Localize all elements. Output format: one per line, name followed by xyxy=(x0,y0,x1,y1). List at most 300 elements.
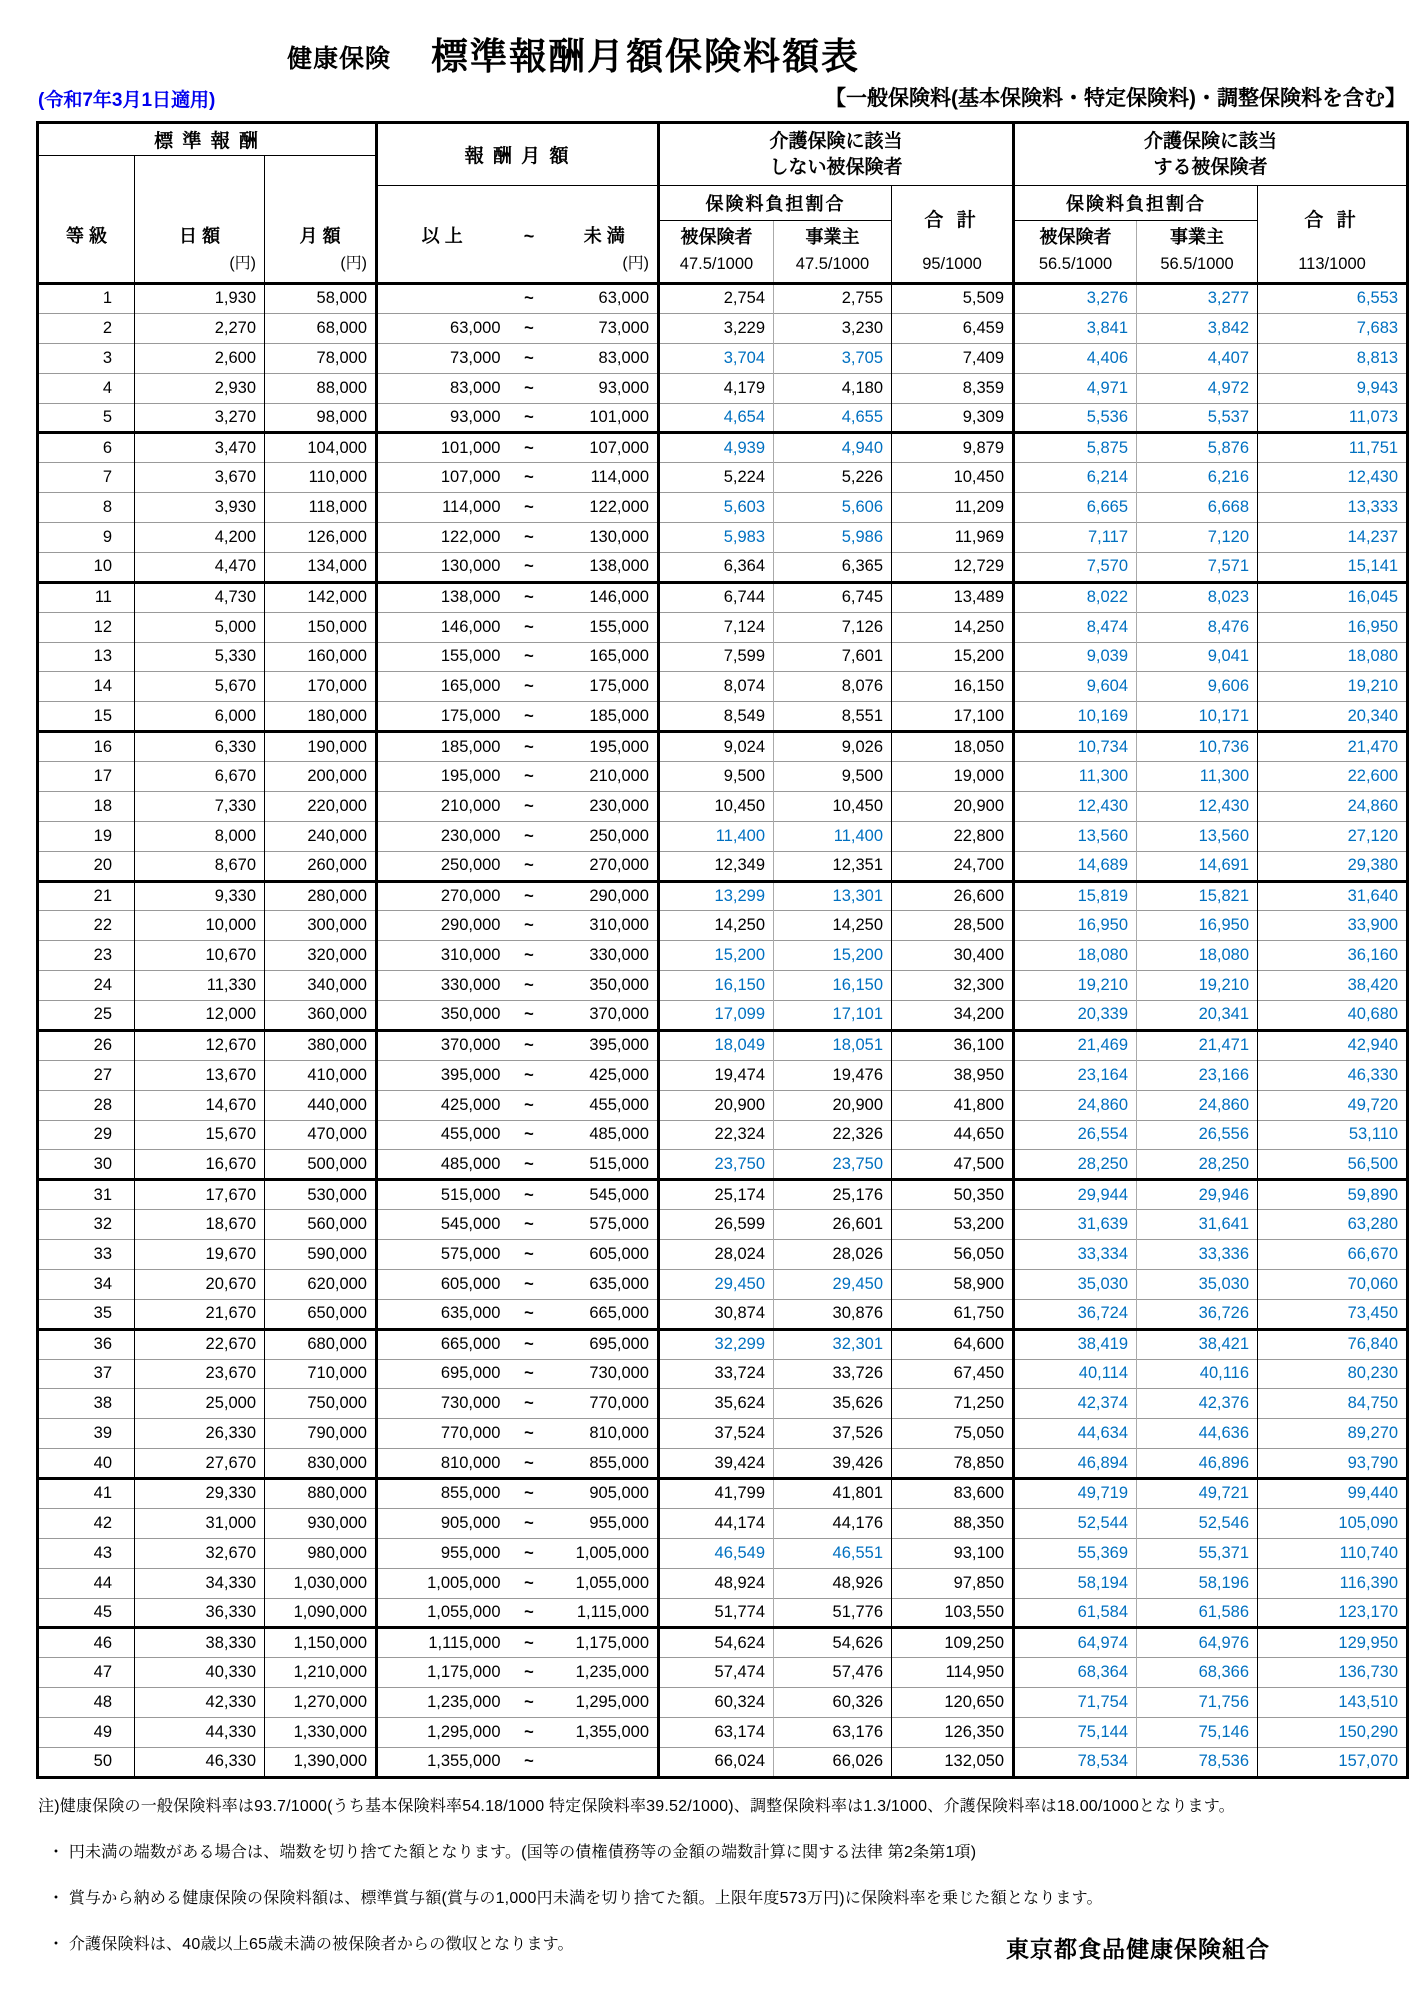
cell: 12,349 xyxy=(659,851,774,881)
cell: 68,364 xyxy=(1014,1658,1137,1688)
cell: 545,000 xyxy=(552,1180,659,1210)
cell: 20,900 xyxy=(892,791,1014,821)
cell: 6,364 xyxy=(659,552,774,582)
pre-title: 健康保険 xyxy=(287,45,392,73)
cell: 19,474 xyxy=(659,1060,774,1090)
cell: 150,290 xyxy=(1258,1718,1408,1748)
cell: 138,000 xyxy=(377,582,507,612)
cell: 97,850 xyxy=(892,1568,1014,1598)
cell: 185,000 xyxy=(552,702,659,732)
cell: 41,801 xyxy=(774,1479,892,1509)
cell: 370,000 xyxy=(552,1001,659,1031)
cell: 33,726 xyxy=(774,1359,892,1389)
cell: 7,409 xyxy=(892,343,1014,373)
cell: 116,390 xyxy=(1258,1568,1408,1598)
cell: 41,799 xyxy=(659,1479,774,1509)
tilde-cell: ~ xyxy=(507,791,552,821)
cell: 48,924 xyxy=(659,1568,774,1598)
cell: 665,000 xyxy=(552,1299,659,1329)
cell: 78,850 xyxy=(892,1449,1014,1479)
premium-table-header xyxy=(38,123,1408,284)
cell: 107,000 xyxy=(552,433,659,463)
cell: 101,000 xyxy=(552,403,659,433)
cell: 52,544 xyxy=(1014,1508,1137,1538)
cell: 165,000 xyxy=(552,642,659,672)
cell: 12,351 xyxy=(774,851,892,881)
cell: 810,000 xyxy=(552,1419,659,1449)
cell: 24,860 xyxy=(1137,1090,1258,1120)
tilde-cell: ~ xyxy=(507,1210,552,1240)
cell: 44,176 xyxy=(774,1508,892,1538)
tilde-cell: ~ xyxy=(507,1299,552,1329)
cell: 24 xyxy=(38,971,135,1001)
cell: 905,000 xyxy=(377,1508,507,1538)
table-row xyxy=(38,881,1408,911)
cell: 11,400 xyxy=(659,821,774,851)
cell: 5,224 xyxy=(659,463,774,493)
cell: 1,175,000 xyxy=(377,1658,507,1688)
cell: 24,700 xyxy=(892,851,1014,881)
cell: 21,470 xyxy=(1258,732,1408,762)
table-row xyxy=(38,373,1408,403)
cell: 11,209 xyxy=(892,493,1014,523)
cell: 15,200 xyxy=(774,941,892,971)
cell: 110,000 xyxy=(265,463,377,493)
table-row xyxy=(38,1598,1408,1628)
cell: 40 xyxy=(38,1449,135,1479)
cell: 320,000 xyxy=(265,941,377,971)
cell: 195,000 xyxy=(377,762,507,792)
cell: 24,860 xyxy=(1258,791,1408,821)
cell: 83,600 xyxy=(892,1479,1014,1509)
cell: 83,000 xyxy=(552,343,659,373)
cell: 2,930 xyxy=(135,373,265,403)
cell: 34,200 xyxy=(892,1001,1014,1031)
cell: 8,670 xyxy=(135,851,265,881)
cell: 11,300 xyxy=(1137,762,1258,792)
cell: 71,250 xyxy=(892,1389,1014,1419)
cell: 560,000 xyxy=(265,1210,377,1240)
cell: 29,450 xyxy=(774,1269,892,1299)
cell: 76,840 xyxy=(1258,1329,1408,1359)
table-row xyxy=(38,1150,1408,1180)
tilde-cell: ~ xyxy=(507,582,552,612)
cell: 18,080 xyxy=(1137,941,1258,971)
tilde-cell: ~ xyxy=(507,971,552,1001)
cell: 134,000 xyxy=(265,552,377,582)
cell: 790,000 xyxy=(265,1419,377,1449)
cell: 20,339 xyxy=(1014,1001,1137,1031)
cell: 67,450 xyxy=(892,1359,1014,1389)
cell: 3 xyxy=(38,343,135,373)
cell: 5,983 xyxy=(659,523,774,553)
cell: 29,944 xyxy=(1014,1180,1137,1210)
cell: 1,175,000 xyxy=(552,1628,659,1658)
cell: 9,879 xyxy=(892,433,1014,463)
table-row xyxy=(38,1747,1408,1777)
tilde-cell: ~ xyxy=(507,1180,552,1210)
cell: 11,751 xyxy=(1258,433,1408,463)
table-row xyxy=(38,851,1408,881)
tilde-cell: ~ xyxy=(507,762,552,792)
table-row xyxy=(38,1001,1408,1031)
cell: 66,024 xyxy=(659,1747,774,1777)
cell: 14 xyxy=(38,672,135,702)
cell: 9,330 xyxy=(135,881,265,911)
cell: 29,330 xyxy=(135,1479,265,1509)
header-monthly-remuneration: 報 酬 月 額 xyxy=(377,123,659,186)
cell: 9,024 xyxy=(659,732,774,762)
cell: 5,536 xyxy=(1014,403,1137,433)
table-row xyxy=(38,433,1408,463)
tilde-cell: ~ xyxy=(507,672,552,702)
cell: 16,950 xyxy=(1258,612,1408,642)
cell: 31 xyxy=(38,1180,135,1210)
table-row xyxy=(38,1449,1408,1479)
cell: 48 xyxy=(38,1688,135,1718)
cell: 98,000 xyxy=(265,403,377,433)
cell: 8,359 xyxy=(892,373,1014,403)
cell: 53,200 xyxy=(892,1210,1014,1240)
cell: 61,584 xyxy=(1014,1598,1137,1628)
cell: 13,301 xyxy=(774,881,892,911)
cell: 142,000 xyxy=(265,582,377,612)
cell: 64,600 xyxy=(892,1329,1014,1359)
tilde-cell: ~ xyxy=(507,463,552,493)
cell: 14,250 xyxy=(892,612,1014,642)
tilde-cell: ~ xyxy=(507,1479,552,1509)
cell: 10,171 xyxy=(1137,702,1258,732)
cell: 45 xyxy=(38,1598,135,1628)
table-row xyxy=(38,612,1408,642)
cell: 46,551 xyxy=(774,1538,892,1568)
cell: 3,270 xyxy=(135,403,265,433)
cell: 18,080 xyxy=(1014,941,1137,971)
subtitle: 【一般保険料(基本保険料・特定保険料)・調整保険料を含む】 xyxy=(825,87,1406,110)
cell: 26,554 xyxy=(1014,1120,1137,1150)
cell: 7,570 xyxy=(1014,552,1137,582)
cell: 1,005,000 xyxy=(377,1568,507,1598)
cell: 955,000 xyxy=(552,1508,659,1538)
cell: 360,000 xyxy=(265,1001,377,1031)
cell: 51,774 xyxy=(659,1598,774,1628)
cell: 38,421 xyxy=(1137,1329,1258,1359)
cell: 38,950 xyxy=(892,1060,1014,1090)
cell: 4 xyxy=(38,373,135,403)
cell: 620,000 xyxy=(265,1269,377,1299)
cell: 58,900 xyxy=(892,1269,1014,1299)
cell: 57,474 xyxy=(659,1658,774,1688)
cell xyxy=(377,284,507,314)
cell: 42,940 xyxy=(1258,1030,1408,1060)
cell: 410,000 xyxy=(265,1060,377,1090)
cell: 500,000 xyxy=(265,1150,377,1180)
cell: 6,744 xyxy=(659,582,774,612)
cell: 32,300 xyxy=(892,971,1014,1001)
cell: 750,000 xyxy=(265,1389,377,1419)
cell: 18,050 xyxy=(892,732,1014,762)
cell: 280,000 xyxy=(265,881,377,911)
cell: 8,551 xyxy=(774,702,892,732)
cell: 455,000 xyxy=(552,1090,659,1120)
header-burden-ratio-no-care: 保険料負担割合 xyxy=(659,186,892,221)
cell: 89,270 xyxy=(1258,1419,1408,1449)
cell: 55,371 xyxy=(1137,1538,1258,1568)
cell: 1,090,000 xyxy=(265,1598,377,1628)
table-row xyxy=(38,1658,1408,1688)
cell: 1,295,000 xyxy=(552,1688,659,1718)
cell: 58,196 xyxy=(1137,1568,1258,1598)
cell: 310,000 xyxy=(377,941,507,971)
cell: 130,000 xyxy=(377,552,507,582)
cell: 46,330 xyxy=(1258,1060,1408,1090)
table-row xyxy=(38,672,1408,702)
cell: 38,419 xyxy=(1014,1329,1137,1359)
table-row xyxy=(38,523,1408,553)
tilde-cell: ~ xyxy=(507,552,552,582)
cell: 310,000 xyxy=(552,911,659,941)
cell: 515,000 xyxy=(552,1150,659,1180)
cell: 4,655 xyxy=(774,403,892,433)
cell: 25 xyxy=(38,1001,135,1031)
cell: 14,691 xyxy=(1137,851,1258,881)
cell: 30,400 xyxy=(892,941,1014,971)
cell: 26,600 xyxy=(892,881,1014,911)
cell: 63,280 xyxy=(1258,1210,1408,1240)
cell: 23,164 xyxy=(1014,1060,1137,1090)
cell: 32,299 xyxy=(659,1329,774,1359)
table-row xyxy=(38,1688,1408,1718)
cell: 855,000 xyxy=(377,1479,507,1509)
cell: 3,276 xyxy=(1014,284,1137,314)
cell: 16,150 xyxy=(892,672,1014,702)
cell: 4,971 xyxy=(1014,373,1137,403)
cell: 25,174 xyxy=(659,1180,774,1210)
tilde-cell: ~ xyxy=(507,821,552,851)
cell: 1,115,000 xyxy=(377,1628,507,1658)
cell: 109,250 xyxy=(892,1628,1014,1658)
cell: 160,000 xyxy=(265,642,377,672)
header-insured-no-care: 被保険者 47.5/1000 xyxy=(659,221,774,284)
tilde-cell: ~ xyxy=(507,313,552,343)
cell: 2,270 xyxy=(135,313,265,343)
tilde-cell: ~ xyxy=(507,732,552,762)
cell: 1,270,000 xyxy=(265,1688,377,1718)
cell: 3,277 xyxy=(1137,284,1258,314)
cell: 37,524 xyxy=(659,1419,774,1449)
tilde-cell: ~ xyxy=(507,284,552,314)
cell: 44,650 xyxy=(892,1120,1014,1150)
cell: 25,000 xyxy=(135,1389,265,1419)
cell: 12,430 xyxy=(1258,463,1408,493)
cell: 5,000 xyxy=(135,612,265,642)
table-row xyxy=(38,1628,1408,1658)
cell: 64,974 xyxy=(1014,1628,1137,1658)
cell: 170,000 xyxy=(265,672,377,702)
tilde-cell: ~ xyxy=(507,1389,552,1419)
header-to: 未 満 (円) xyxy=(552,186,659,284)
cell: 575,000 xyxy=(377,1240,507,1270)
tilde-cell: ~ xyxy=(507,911,552,941)
cell: 54,626 xyxy=(774,1628,892,1658)
cell: 470,000 xyxy=(265,1120,377,1150)
cell: 36 xyxy=(38,1329,135,1359)
cell: 15,670 xyxy=(135,1120,265,1150)
cell: 2,754 xyxy=(659,284,774,314)
tilde-cell: ~ xyxy=(507,1449,552,1479)
cell: 31,639 xyxy=(1014,1210,1137,1240)
cell: 605,000 xyxy=(552,1240,659,1270)
cell: 665,000 xyxy=(377,1329,507,1359)
cell: 270,000 xyxy=(552,851,659,881)
cell: 18,051 xyxy=(774,1030,892,1060)
cell: 36,330 xyxy=(135,1598,265,1628)
cell: 59,890 xyxy=(1258,1180,1408,1210)
cell: 49,721 xyxy=(1137,1479,1258,1509)
cell: 14,237 xyxy=(1258,523,1408,553)
cell: 46,330 xyxy=(135,1747,265,1777)
header-burden-ratio-care: 保険料負担割合 xyxy=(1014,186,1258,221)
table-row xyxy=(38,1090,1408,1120)
cell: 129,950 xyxy=(1258,1628,1408,1658)
cell: 3,705 xyxy=(774,343,892,373)
cell: 60,326 xyxy=(774,1688,892,1718)
cell: 39,424 xyxy=(659,1449,774,1479)
header-total-care: 合 計 113/1000 xyxy=(1258,186,1408,284)
cell: 18,080 xyxy=(1258,642,1408,672)
cell: 1,355,000 xyxy=(377,1747,507,1777)
cell: 11,300 xyxy=(1014,762,1137,792)
cell: 51,776 xyxy=(774,1598,892,1628)
table-row xyxy=(38,1210,1408,1240)
header-daily-amount: 日 額 (円) xyxy=(135,156,265,284)
cell: 880,000 xyxy=(265,1479,377,1509)
cell: 56,050 xyxy=(892,1240,1014,1270)
cell: 39 xyxy=(38,1419,135,1449)
cell: 730,000 xyxy=(552,1359,659,1389)
table-row xyxy=(38,403,1408,433)
cell: 44,174 xyxy=(659,1508,774,1538)
cell: 9,500 xyxy=(774,762,892,792)
cell: 855,000 xyxy=(552,1449,659,1479)
cell: 155,000 xyxy=(377,642,507,672)
cell: 17 xyxy=(38,762,135,792)
cell: 13,670 xyxy=(135,1060,265,1090)
cell: 143,510 xyxy=(1258,1688,1408,1718)
title-block xyxy=(0,0,1414,80)
cell: 47 xyxy=(38,1658,135,1688)
cell: 15,819 xyxy=(1014,881,1137,911)
tilde-cell: ~ xyxy=(507,373,552,403)
cell: 590,000 xyxy=(265,1240,377,1270)
tilde-cell: ~ xyxy=(507,343,552,373)
cell: 13,333 xyxy=(1258,493,1408,523)
cell xyxy=(552,1747,659,1777)
cell: 19 xyxy=(38,821,135,851)
cell: 126,350 xyxy=(892,1718,1014,1748)
cell: 7,599 xyxy=(659,642,774,672)
tilde-cell: ~ xyxy=(507,941,552,971)
cell: 6,553 xyxy=(1258,284,1408,314)
cell: 40,680 xyxy=(1258,1001,1408,1031)
cell: 114,000 xyxy=(552,463,659,493)
header-standard-remuneration: 標 準 報 酬 xyxy=(38,123,377,156)
cell: 16,950 xyxy=(1137,911,1258,941)
cell: 93,000 xyxy=(552,373,659,403)
cell: 14,250 xyxy=(774,911,892,941)
cell: 118,000 xyxy=(265,493,377,523)
cell: 26,330 xyxy=(135,1419,265,1449)
table-row xyxy=(38,1120,1408,1150)
cell: 18 xyxy=(38,791,135,821)
cell: 810,000 xyxy=(377,1449,507,1479)
cell: 290,000 xyxy=(552,881,659,911)
cell: 88,000 xyxy=(265,373,377,403)
note-rates: 注)健康保険の一般保険料率は93.7/1000(うち基本保険料率54.18/1000 特定保険料率39.52/1000)、調整保険料率は1.3/1000、介護保険料率は18.00/1000となります。 xyxy=(38,1797,1235,1815)
tilde-cell: ~ xyxy=(507,1001,552,1031)
cell: 105,090 xyxy=(1258,1508,1408,1538)
cell: 10,169 xyxy=(1014,702,1137,732)
table-row xyxy=(38,1568,1408,1598)
cell: 16,150 xyxy=(774,971,892,1001)
cell: 33,900 xyxy=(1258,911,1408,941)
cell: 26,599 xyxy=(659,1210,774,1240)
cell: 68,366 xyxy=(1137,1658,1258,1688)
cell: 15,200 xyxy=(892,642,1014,672)
cell: 260,000 xyxy=(265,851,377,881)
tilde-cell: ~ xyxy=(507,433,552,463)
cell: 20 xyxy=(38,851,135,881)
cell: 35,030 xyxy=(1137,1269,1258,1299)
cell: 12 xyxy=(38,612,135,642)
cell: 9,606 xyxy=(1137,672,1258,702)
cell: 22,326 xyxy=(774,1120,892,1150)
cell: 78,536 xyxy=(1137,1747,1258,1777)
cell: 16,670 xyxy=(135,1150,265,1180)
cell: 4,180 xyxy=(774,373,892,403)
cell: 270,000 xyxy=(377,881,507,911)
table-row xyxy=(38,552,1408,582)
cell: 44 xyxy=(38,1568,135,1598)
cell: 17,101 xyxy=(774,1001,892,1031)
cell: 122,000 xyxy=(552,493,659,523)
cell: 1,055,000 xyxy=(552,1568,659,1598)
cell: 14,250 xyxy=(659,911,774,941)
cell: 53,110 xyxy=(1258,1120,1408,1150)
cell: 93,000 xyxy=(377,403,507,433)
cell: 22 xyxy=(38,911,135,941)
cell: 635,000 xyxy=(377,1299,507,1329)
cell: 8,074 xyxy=(659,672,774,702)
table-row xyxy=(38,1508,1408,1538)
note-care-age: ・ 介護保険料は、40歳以上65歳未満の被保険者からの徴収となります。 xyxy=(48,1935,574,1953)
cell: 28,026 xyxy=(774,1240,892,1270)
cell: 88,350 xyxy=(892,1508,1014,1538)
cell: 8,000 xyxy=(135,821,265,851)
cell: 5,603 xyxy=(659,493,774,523)
tilde-cell: ~ xyxy=(507,1628,552,1658)
header-total-no-care: 合 計 95/1000 xyxy=(892,186,1014,284)
cell: 42,374 xyxy=(1014,1389,1137,1419)
cell: 6,459 xyxy=(892,313,1014,343)
cell: 6,330 xyxy=(135,732,265,762)
cell: 114,000 xyxy=(377,493,507,523)
cell: 4,972 xyxy=(1137,373,1258,403)
cell: 8 xyxy=(38,493,135,523)
cell: 440,000 xyxy=(265,1090,377,1120)
cell: 3,230 xyxy=(774,313,892,343)
cell: 5,509 xyxy=(892,284,1014,314)
